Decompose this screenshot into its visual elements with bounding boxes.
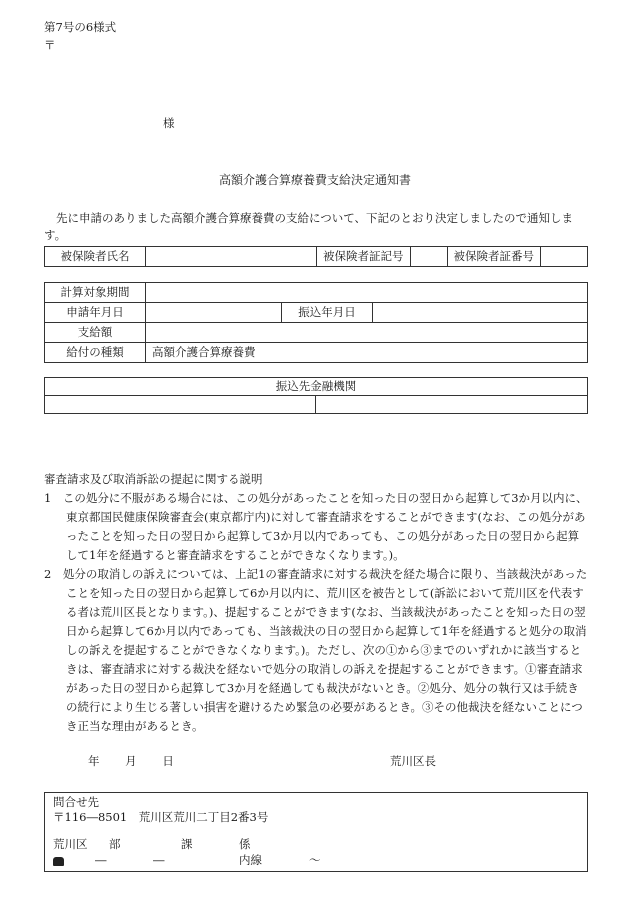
benefit-type-value: 高額介護合算療養費 — [146, 343, 588, 363]
date-day: 日 — [162, 754, 174, 768]
contact-unit: 係 — [239, 837, 251, 851]
bank-label: 振込先金融機関 — [45, 378, 588, 396]
explanation-body — [44, 489, 590, 736]
form-number: 第7号の6様式 — [44, 20, 117, 34]
date-year: 年 — [88, 754, 100, 768]
phone-dash-2: ― — [153, 853, 165, 867]
transfer-date-label: 振込年月日 — [282, 303, 373, 323]
cert-number-cell — [541, 247, 588, 267]
bank-cell-right — [316, 396, 588, 414]
phone-dash-1: ― — [95, 853, 107, 867]
contact-box — [44, 792, 588, 872]
extension-tilde: ～ — [309, 853, 321, 867]
telephone-icon — [53, 857, 64, 866]
period-label: 計算対象期間 — [45, 283, 146, 303]
transfer-date-cell — [373, 303, 588, 323]
insured-info-table — [44, 246, 588, 267]
contact-extension: 内線 — [239, 853, 262, 867]
cert-number-label: 被保険者証番号 — [447, 247, 541, 267]
insured-name-cell — [146, 247, 317, 267]
benefit-type-label: 給付の種類 — [45, 343, 146, 363]
contact-heading: 問合せ先 — [53, 795, 99, 809]
cert-symbol-label: 被保険者証記号 — [317, 247, 411, 267]
document-title: 高額介護合算療養費支給決定通知書 — [218, 173, 411, 187]
period-cell — [146, 283, 588, 303]
bank-table — [44, 377, 588, 414]
date-month: 月 — [125, 754, 137, 768]
issuer-name: 荒川区長 — [390, 754, 436, 768]
amount-cell — [146, 323, 588, 343]
payment-detail-table — [44, 282, 588, 363]
apply-date-label: 申請年月日 — [45, 303, 146, 323]
explanation-item-1: 1 この処分に不服がある場合には、この処分があったことを知った日の翌日から起算して3か月以内に、東京都国民健康保険審査会(東京都庁内)に対して審査請求をすることができます(なお、この処分があったことを知った日の翌日から起算して3か月以内であっても、この処分があった日の翌日から起算して1年を経過すると審査請求をすることができなくなります。)。 — [44, 491, 588, 562]
amount-label: 支給額 — [45, 323, 146, 343]
contact-dept: 部 — [109, 837, 121, 851]
apply-date-cell — [146, 303, 282, 323]
issue-date — [88, 754, 196, 769]
cert-symbol-cell — [410, 247, 447, 267]
explanation-item-2: 2 処分の取消しの訴えについては、上記1の審査請求に対する裁決を経た場合に限り、当該裁決があったことを知った日の翌日から起算して6か月以内に、荒川区を被告として(訴訟において荒川区を代表する者は荒川区長となります。)、提起することができます(なお、当該裁決があったことを知った日の翌日から起算して6か月以内であっても、当該裁決の日の翌日から起算して1年を経過すると処分の取消しの訴えを提起することができなくなります。)。ただし、次の①から③までのいずれかに該当するときは、審査請求に対する裁決を経ないで処分の取消しの訴えを提起することができます。①審査請求があった日の翌日から起算して3か月を経過しても裁決がないとき。②処分、処分の執行又は手続きの続行により生じる著しい損害を避けるため緊急の必要があるとき。③その他裁決を経ないことにつき正当な理由があるとき。 — [44, 567, 588, 733]
contact-ward: 荒川区 — [53, 837, 88, 851]
contact-address: 〒116―8501 荒川区荒川二丁目2番3号 — [53, 810, 269, 824]
contact-phone — [53, 853, 64, 868]
intro-text: 先に申請のありました高額介護合算療養費の支給について、下記のとおり決定しましたので通知します。 — [44, 211, 574, 242]
insured-name-label: 被保険者氏名 — [45, 247, 146, 267]
recipient-suffix: 様 — [163, 116, 175, 130]
postal-mark: 〒 — [44, 38, 56, 52]
bank-cell-left — [45, 396, 316, 414]
explanation-heading: 審査請求及び取消訴訟の提起に関する説明 — [44, 472, 263, 486]
contact-section: 課 — [181, 837, 193, 851]
